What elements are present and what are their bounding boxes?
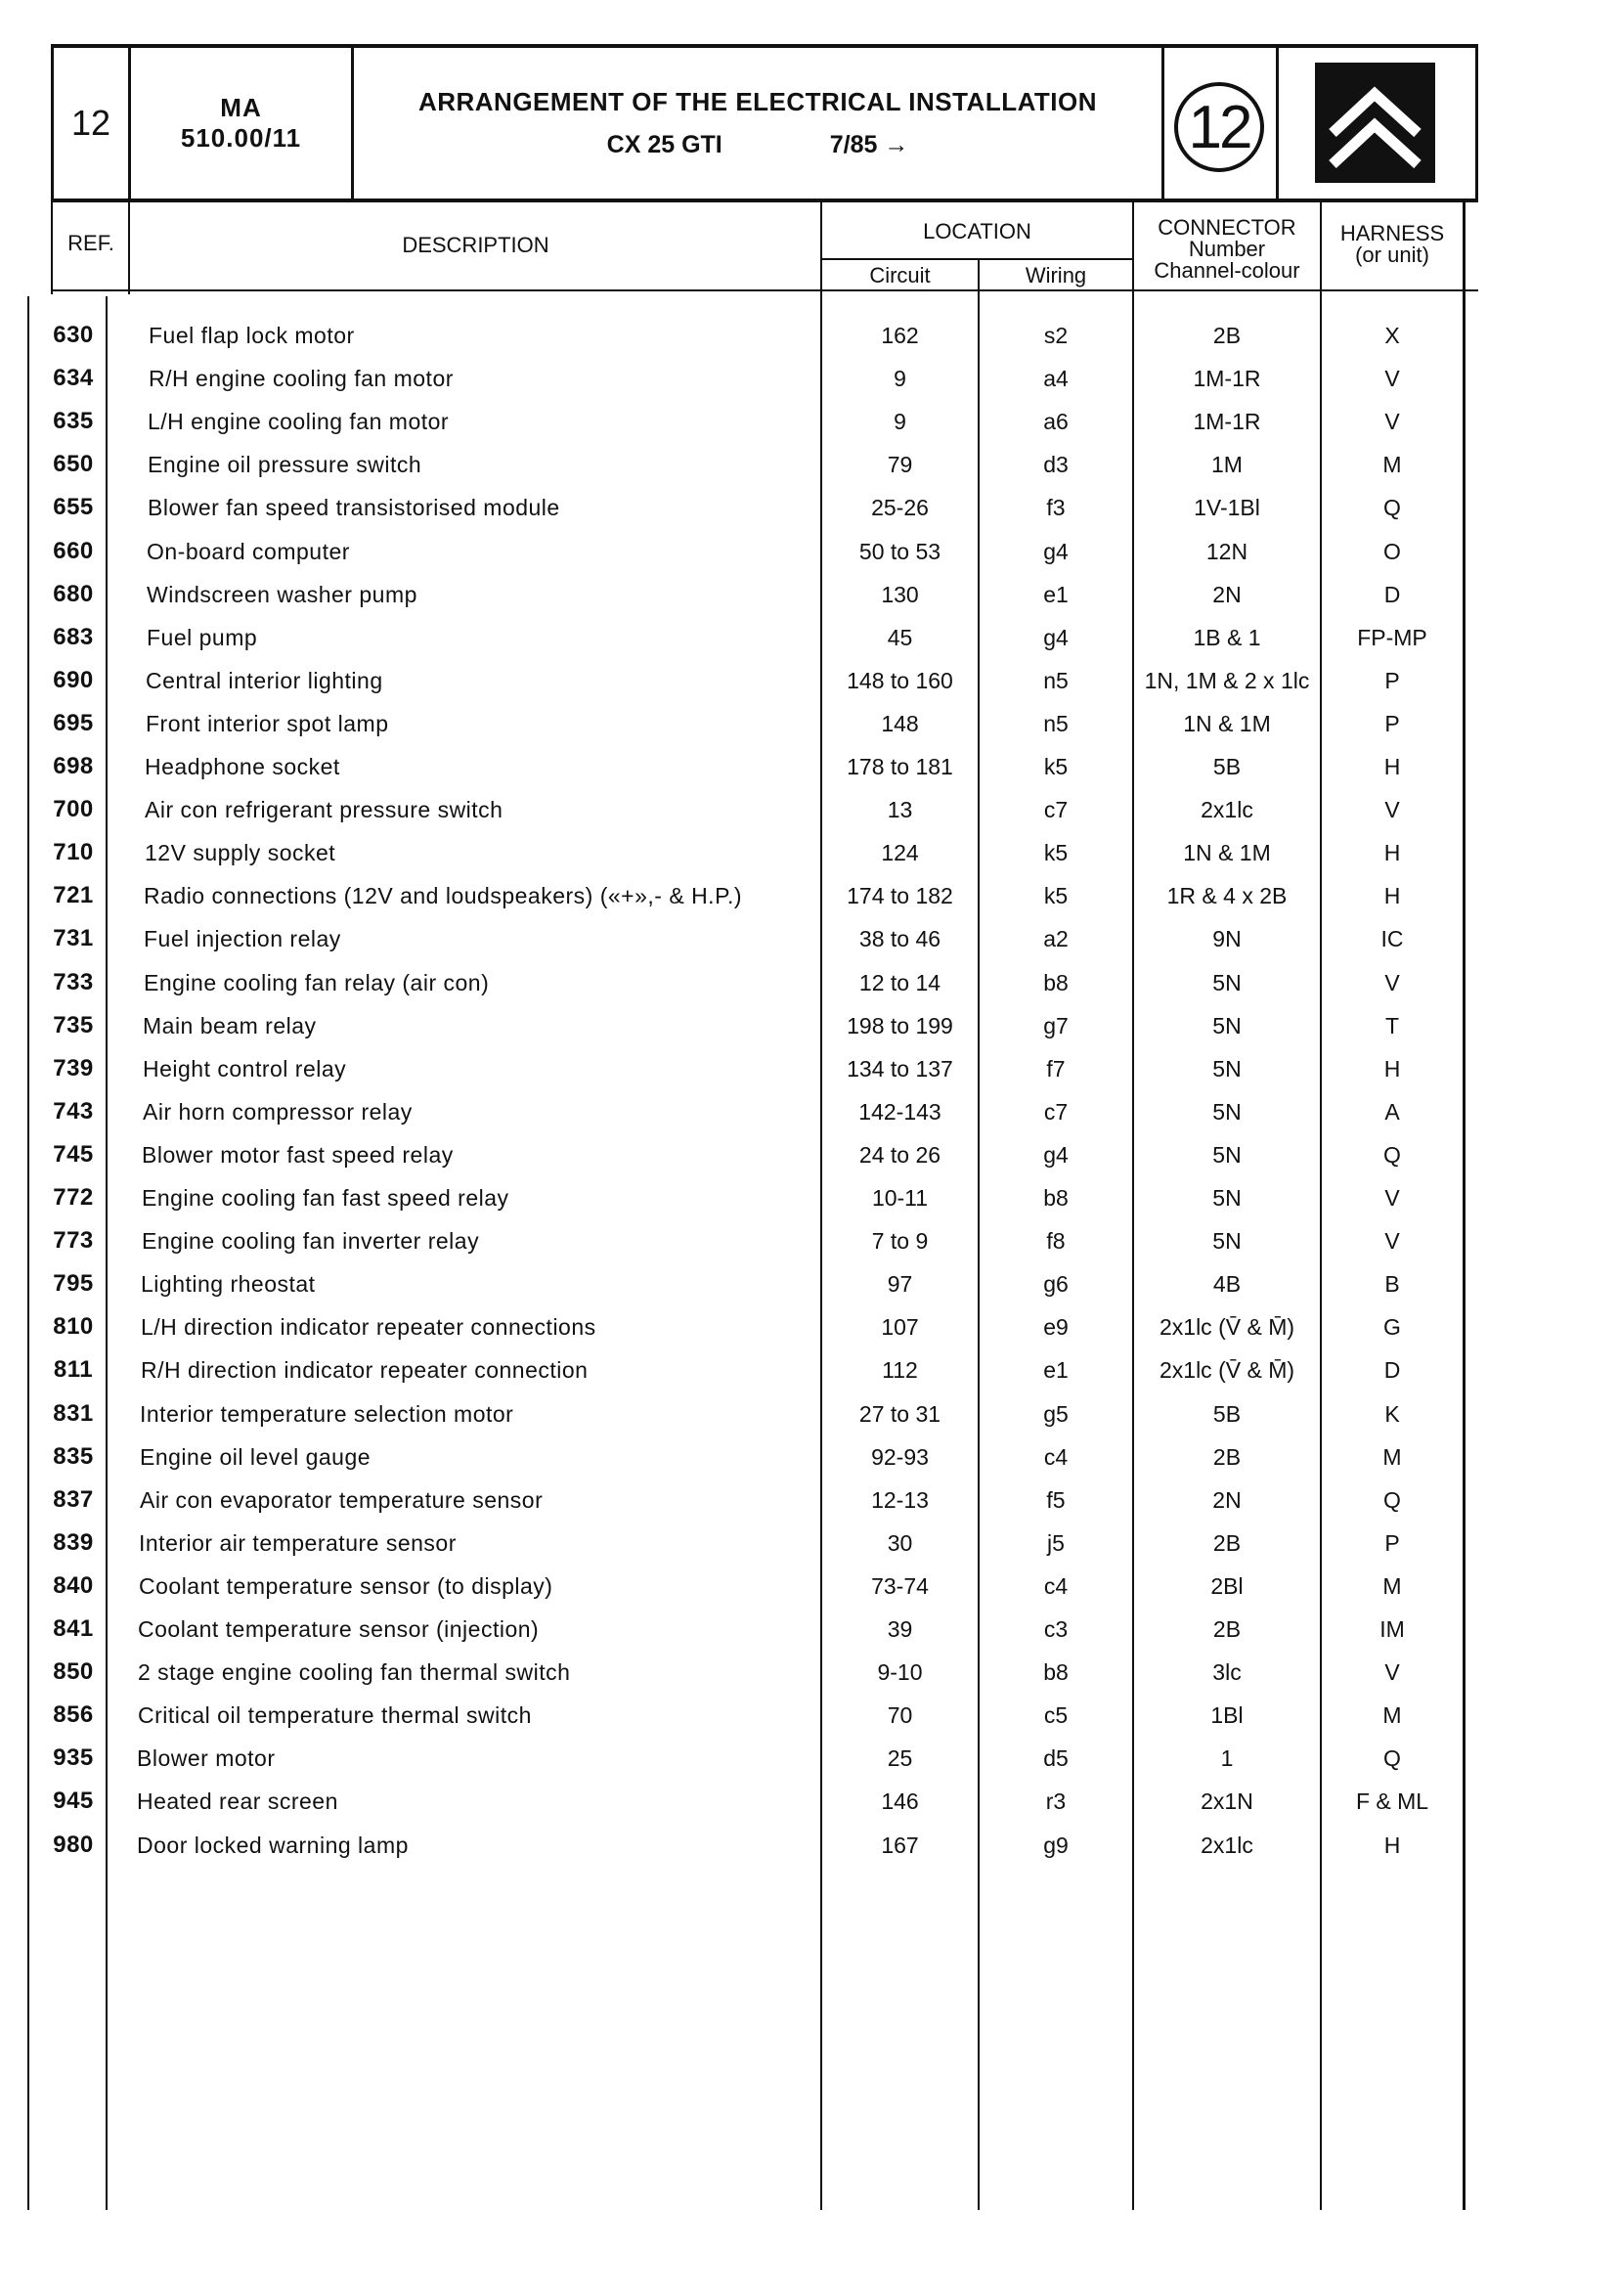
table-row	[0, 1004, 1619, 1047]
ref-column-header: REF.	[67, 231, 114, 255]
description-cell: Front interior spot lamp	[146, 710, 389, 736]
harness-cell: H	[1383, 1055, 1401, 1082]
connector-cell: 1	[1220, 1745, 1234, 1772]
connector-cell: 1R & 4 x 2B	[1166, 883, 1288, 909]
harness-cell: O	[1383, 538, 1401, 564]
harness-cell: M	[1382, 1443, 1402, 1470]
table-row	[0, 1219, 1619, 1262]
connector-cell: 5N	[1212, 1098, 1242, 1125]
harness-cell: V	[1384, 1659, 1400, 1686]
harness-cell: P	[1384, 710, 1400, 736]
circuit-cell: 130	[881, 581, 919, 607]
table-row	[0, 530, 1619, 573]
connector-cell: 1N, 1M & 2 x 1lc	[1144, 667, 1310, 693]
harness-cell: M	[1382, 1702, 1402, 1729]
circuit-cell: 12 to 14	[858, 969, 941, 995]
table-row	[0, 400, 1619, 443]
connector-cell: 1Bl	[1210, 1702, 1244, 1729]
description-cell: Door locked warning lamp	[137, 1832, 409, 1858]
description-cell: Blower motor fast speed relay	[142, 1141, 454, 1168]
table-row	[0, 616, 1619, 659]
harness-header-line1: HARNESS	[1339, 221, 1445, 245]
ref-cell: 811	[53, 1356, 94, 1384]
circuit-cell: 30	[887, 1529, 913, 1556]
circuit-cell: 167	[881, 1832, 919, 1858]
wiring-cell: g6	[1043, 1271, 1069, 1298]
connector-cell: 1M-1R	[1193, 366, 1261, 392]
description-cell: Heated rear screen	[137, 1788, 338, 1815]
ref-cell: 773	[53, 1227, 94, 1255]
header-divider-3	[1161, 44, 1164, 202]
circuit-cell: 25	[887, 1745, 913, 1772]
page-number: 12	[70, 103, 111, 143]
harness-cell: Q	[1383, 495, 1401, 521]
ref-cell: 831	[53, 1399, 94, 1427]
harness-cell: V	[1384, 969, 1400, 995]
table-row	[0, 745, 1619, 788]
ref-cell: 733	[53, 968, 94, 995]
description-cell: Coolant temperature sensor (to display)	[139, 1572, 553, 1599]
description-cell: Headphone socket	[145, 754, 340, 779]
table-row	[0, 1348, 1619, 1391]
harness-cell: P	[1384, 1529, 1400, 1556]
description-cell: Interior temperature selection motor	[140, 1400, 514, 1427]
harness-cell: G	[1383, 1314, 1401, 1341]
wiring-cell: f5	[1046, 1486, 1066, 1513]
ref-cell: 980	[53, 1831, 94, 1858]
harness-cell: K	[1384, 1400, 1400, 1427]
table-row	[0, 1824, 1619, 1867]
wiring-cell: c5	[1043, 1702, 1069, 1729]
wiring-cell: c4	[1043, 1572, 1069, 1599]
wiring-cell: k5	[1043, 883, 1069, 909]
wiring-cell: g4	[1043, 1141, 1069, 1168]
connector-cell: 5N	[1212, 1141, 1242, 1168]
circuit-cell: 79	[887, 452, 913, 478]
citroen-double-chevron-icon	[1315, 63, 1435, 183]
description-cell: L/H direction indicator repeater connections	[141, 1314, 596, 1341]
connector-header-line2: Number	[1188, 237, 1266, 261]
circuit-cell: 24 to 26	[858, 1141, 941, 1168]
table-row	[0, 1305, 1619, 1348]
connector-cell: 2x1lc	[1201, 1832, 1253, 1858]
wiring-cell: s2	[1043, 323, 1069, 348]
connector-cell: 1B & 1	[1193, 624, 1261, 650]
connector-cell: 2x1lc (V̄ & M̄)	[1159, 1357, 1295, 1384]
circuit-cell: 178 to 181	[847, 754, 953, 779]
harness-cell: A	[1384, 1098, 1400, 1125]
description-cell: Windscreen washer pump	[147, 581, 417, 607]
wiring-cell: g4	[1043, 538, 1069, 564]
harness-cell: V	[1384, 1228, 1400, 1255]
circuit-cell: 97	[887, 1271, 913, 1298]
harness-cell: H	[1383, 883, 1401, 909]
connector-cell: 5N	[1212, 1012, 1242, 1038]
table-row	[0, 788, 1619, 831]
connector-cell: 3lc	[1212, 1659, 1242, 1686]
ref-cell: 635	[53, 408, 94, 435]
wiring-cell: e1	[1043, 581, 1069, 607]
table-row	[0, 1737, 1619, 1780]
table-row	[0, 1133, 1619, 1176]
ref-cell: 743	[53, 1097, 94, 1125]
description-cell: 2 stage engine cooling fan thermal switch	[138, 1659, 571, 1686]
connector-cell: 2B	[1212, 1443, 1242, 1470]
table-row	[0, 1176, 1619, 1219]
description-cell: Height control relay	[143, 1055, 347, 1082]
table-row	[0, 1565, 1619, 1608]
harness-cell: D	[1383, 581, 1401, 607]
connector-header-line3: Channel-colour	[1154, 258, 1300, 283]
connector-cell: 5N	[1212, 1185, 1242, 1211]
wiring-cell: b8	[1043, 1185, 1069, 1211]
harness-cell: IC	[1380, 926, 1404, 952]
wiring-cell: g4	[1043, 624, 1069, 650]
connector-cell: 2N	[1212, 1486, 1242, 1513]
connector-cell: 1M	[1211, 452, 1243, 478]
description-cell: Interior air temperature sensor	[139, 1529, 457, 1556]
circuit-cell: 162	[881, 323, 919, 348]
circuit-cell: 142-143	[858, 1098, 941, 1125]
page-title: ARRANGEMENT OF THE ELECTRICAL INSTALLATION	[417, 87, 1098, 116]
ref-cell: 680	[53, 580, 94, 607]
description-cell: 12V supply socket	[145, 840, 336, 866]
table-row	[0, 1262, 1619, 1305]
connector-column-header	[1134, 217, 1320, 282]
ref-cell: 837	[53, 1485, 94, 1513]
circuit-cell: 198 to 199	[847, 1012, 953, 1038]
circuit-cell: 12-13	[871, 1486, 929, 1513]
circuit-cell: 13	[887, 797, 913, 823]
connector-cell: 1V-1Bl	[1194, 495, 1260, 521]
chevron-logo-svg	[1315, 63, 1435, 183]
connector-cell: 2x1lc (V̄ & M̄)	[1159, 1314, 1295, 1341]
description-cell: Fuel flap lock motor	[149, 323, 355, 348]
table-row	[0, 486, 1619, 529]
connector-cell: 2N	[1212, 581, 1242, 607]
wiring-cell: e9	[1043, 1314, 1069, 1341]
circuit-cell: 134 to 137	[847, 1055, 953, 1082]
description-cell: Engine oil pressure switch	[148, 452, 422, 478]
table-row	[0, 1694, 1619, 1737]
harness-header-line2: (or unit)	[1355, 243, 1429, 267]
wiring-cell: c7	[1043, 797, 1069, 823]
connector-cell: 1M-1R	[1193, 409, 1261, 435]
harness-cell: T	[1384, 1012, 1400, 1038]
ma-label: MA	[220, 93, 262, 122]
circuit-cell: 107	[881, 1314, 919, 1341]
ref-cell: 835	[53, 1442, 94, 1470]
circuit-column-header: Circuit	[869, 263, 931, 287]
ref-cell: 698	[53, 753, 94, 779]
wiring-cell: n5	[1043, 710, 1069, 736]
title-cell	[354, 48, 1161, 199]
ref-cell: 810	[53, 1313, 94, 1341]
circuit-cell: 9	[894, 409, 906, 435]
section-badge: 12	[1174, 82, 1264, 172]
ref-cell: 850	[53, 1658, 94, 1686]
wiring-cell: f8	[1046, 1228, 1066, 1255]
wiring-cell: n5	[1043, 667, 1069, 693]
left-page-rule	[51, 202, 53, 294]
ref-cell: 856	[53, 1701, 94, 1729]
description-cell: R/H engine cooling fan motor	[149, 366, 454, 392]
circuit-cell: 174 to 182	[847, 883, 953, 909]
header-divider-4	[1276, 44, 1279, 202]
description-cell: Central interior lighting	[146, 667, 383, 693]
table-row	[0, 1522, 1619, 1565]
circuit-cell: 124	[881, 840, 919, 866]
description-cell: Engine oil level gauge	[140, 1443, 372, 1470]
ref-cell: 795	[53, 1270, 94, 1298]
ma-number: 510.00/11	[180, 123, 302, 153]
ma-reference-cell	[131, 48, 351, 199]
table-row	[0, 1047, 1619, 1090]
wiring-cell: f7	[1046, 1055, 1066, 1082]
ref-cell: 841	[53, 1615, 94, 1642]
description-cell: Air horn compressor relay	[143, 1098, 413, 1125]
ref-cell: 634	[53, 365, 94, 392]
circuit-cell: 73-74	[871, 1572, 929, 1599]
wiring-cell: c7	[1043, 1098, 1069, 1125]
table-row	[0, 1608, 1619, 1651]
circuit-cell: 25-26	[871, 495, 929, 521]
circuit-cell: 39	[887, 1616, 913, 1642]
wiring-cell: b8	[1043, 969, 1069, 995]
header-right-border	[1475, 44, 1478, 202]
table-row	[0, 443, 1619, 486]
connector-cell: 12N	[1205, 538, 1248, 564]
header-bottom-border	[51, 199, 1478, 202]
connector-cell: 5B	[1212, 754, 1242, 779]
ref-cell: 655	[53, 494, 94, 521]
circuit-cell: 148 to 160	[847, 667, 953, 693]
model-date: 7/85 →	[829, 131, 909, 158]
description-cell: Critical oil temperature thermal switch	[138, 1702, 532, 1729]
description-cell: Air con refrigerant pressure switch	[145, 797, 503, 823]
wiring-cell: a4	[1043, 366, 1069, 392]
wiring-cell: e1	[1043, 1357, 1069, 1384]
wiring-cell: r3	[1045, 1788, 1067, 1815]
wiring-cell: c4	[1043, 1443, 1069, 1470]
description-cell: Engine cooling fan fast speed relay	[142, 1185, 509, 1211]
ref-cell: 745	[53, 1140, 94, 1168]
circuit-cell: 50 to 53	[858, 538, 941, 564]
ref-cell: 695	[53, 709, 94, 736]
connector-cell: 2B	[1212, 323, 1242, 348]
description-cell: R/H direction indicator repeater connection	[141, 1357, 589, 1384]
table-row	[0, 1435, 1619, 1479]
wiring-column-header: Wiring	[1025, 263, 1087, 287]
wiring-cell: d3	[1043, 452, 1069, 478]
ref-column-rule	[128, 202, 130, 294]
connector-cell: 2Bl	[1210, 1572, 1244, 1599]
ref-cell: 650	[53, 451, 94, 478]
description-cell: Blower motor	[137, 1745, 276, 1772]
circuit-cell: 92-93	[871, 1443, 929, 1470]
circuit-cell: 27 to 31	[858, 1400, 941, 1427]
table-row	[0, 1392, 1619, 1435]
ref-cell: 735	[53, 1011, 94, 1038]
description-cell: Fuel pump	[147, 624, 258, 650]
ref-cell: 721	[53, 882, 94, 909]
circuit-cell: 7 to 9	[871, 1228, 929, 1255]
table-row	[0, 874, 1619, 917]
connector-cell: 5B	[1212, 1400, 1242, 1427]
connector-cell: 4B	[1212, 1271, 1242, 1298]
table-row	[0, 659, 1619, 702]
harness-cell: H	[1383, 754, 1401, 779]
title-subline	[607, 131, 909, 159]
circuit-cell: 70	[887, 1702, 913, 1729]
connector-cell: 9N	[1212, 926, 1242, 952]
connector-cell: 1N & 1M	[1183, 840, 1271, 866]
harness-cell: H	[1383, 1832, 1401, 1858]
wiring-cell: a6	[1043, 409, 1069, 435]
harness-cell: F & ML	[1355, 1788, 1429, 1815]
harness-cell: V	[1384, 797, 1400, 823]
ref-cell: 660	[53, 537, 94, 564]
connector-header-line1: CONNECTOR	[1158, 215, 1296, 240]
ref-cell: 683	[53, 623, 94, 650]
ref-cell: 840	[53, 1571, 94, 1599]
harness-cell: Q	[1383, 1486, 1401, 1513]
wiring-cell: j5	[1047, 1529, 1065, 1556]
description-cell: Fuel injection relay	[144, 926, 341, 952]
harness-column-header	[1322, 223, 1463, 266]
description-column-header: DESCRIPTION	[402, 233, 549, 257]
harness-cell: IM	[1379, 1616, 1405, 1642]
wiring-cell: c3	[1043, 1616, 1069, 1642]
page-number-cell	[54, 48, 128, 199]
connector-cell: 5N	[1212, 1055, 1242, 1082]
harness-cell: V	[1384, 409, 1400, 435]
wiring-cell: a2	[1043, 926, 1069, 952]
table-row	[0, 831, 1619, 874]
circuit-cell: 9-10	[877, 1659, 923, 1686]
wiring-cell: k5	[1043, 840, 1069, 866]
ref-cell: 731	[53, 925, 94, 952]
connector-cell: 2x1lc	[1201, 797, 1253, 823]
harness-cell: Q	[1383, 1141, 1401, 1168]
ref-cell: 772	[53, 1184, 94, 1211]
circuit-cell: 9	[894, 366, 906, 392]
ref-cell: 839	[53, 1528, 94, 1556]
harness-cell: M	[1382, 1572, 1402, 1599]
ref-cell: 710	[53, 839, 94, 866]
connector-cell: 2B	[1212, 1529, 1242, 1556]
harness-cell: B	[1384, 1271, 1400, 1298]
description-cell: L/H engine cooling fan motor	[148, 409, 450, 435]
table-row	[0, 357, 1619, 400]
ref-cell: 700	[53, 796, 94, 823]
description-cell: On-board computer	[147, 538, 350, 564]
description-cell: Coolant temperature sensor (injection)	[138, 1616, 540, 1642]
table-row	[0, 1651, 1619, 1694]
circuit-cell: 38 to 46	[858, 926, 941, 952]
wiring-cell: g9	[1043, 1832, 1069, 1858]
description-cell: Main beam relay	[143, 1012, 317, 1038]
circuit-cell: 112	[882, 1357, 918, 1384]
table-row	[0, 1479, 1619, 1522]
connector-cell: 1N & 1M	[1183, 710, 1271, 736]
table-row	[0, 917, 1619, 960]
table-row	[0, 702, 1619, 745]
ref-cell: 630	[53, 322, 94, 348]
wiring-cell: g7	[1043, 1012, 1069, 1038]
table-row	[0, 573, 1619, 616]
connector-cell: 5N	[1212, 1228, 1242, 1255]
circuit-cell: 146	[881, 1788, 919, 1815]
connector-cell: 5N	[1212, 969, 1242, 995]
wiring-cell: b8	[1043, 1659, 1069, 1686]
connector-cell: 2B	[1212, 1616, 1242, 1642]
table-row	[0, 314, 1619, 357]
ref-cell: 690	[53, 666, 94, 693]
connector-cell: 2x1N	[1201, 1788, 1253, 1815]
wiring-cell: f3	[1046, 495, 1066, 521]
harness-cell: D	[1383, 1357, 1401, 1384]
ref-cell: 935	[53, 1744, 94, 1772]
description-cell: Air con evaporator temperature sensor	[140, 1486, 544, 1513]
harness-cell: M	[1382, 452, 1402, 478]
wiring-cell: d5	[1043, 1745, 1069, 1772]
wiring-cell: g5	[1043, 1400, 1069, 1427]
ref-cell: 945	[53, 1788, 94, 1815]
model-name: CX 25 GTI	[606, 131, 722, 158]
table-header-bottom-border	[51, 289, 1478, 291]
circuit-cell: 148	[881, 710, 919, 736]
harness-cell: X	[1384, 323, 1400, 348]
ref-cell: 739	[53, 1054, 94, 1082]
harness-cell: H	[1383, 840, 1401, 866]
description-cell: Radio connections (12V and loudspeakers) («+»,- & H.P.)	[144, 883, 742, 909]
harness-cell: P	[1384, 667, 1400, 693]
circuit-cell: 45	[887, 624, 913, 650]
description-cell: Engine cooling fan relay (air con)	[144, 969, 490, 995]
description-cell: Engine cooling fan inverter relay	[142, 1228, 480, 1255]
description-cell: Blower fan speed transistorised module	[148, 495, 560, 521]
table-row	[0, 1090, 1619, 1133]
table-row	[0, 961, 1619, 1004]
description-cell: Lighting rheostat	[141, 1271, 316, 1298]
table-row	[0, 1780, 1619, 1823]
harness-cell: FP-MP	[1357, 624, 1427, 650]
harness-cell: Q	[1383, 1745, 1401, 1772]
wiring-cell: k5	[1043, 754, 1069, 779]
location-column-header: LOCATION	[923, 219, 1031, 243]
harness-cell: V	[1384, 366, 1400, 392]
circuit-cell: 10-11	[871, 1185, 929, 1211]
harness-cell: V	[1384, 1185, 1400, 1211]
